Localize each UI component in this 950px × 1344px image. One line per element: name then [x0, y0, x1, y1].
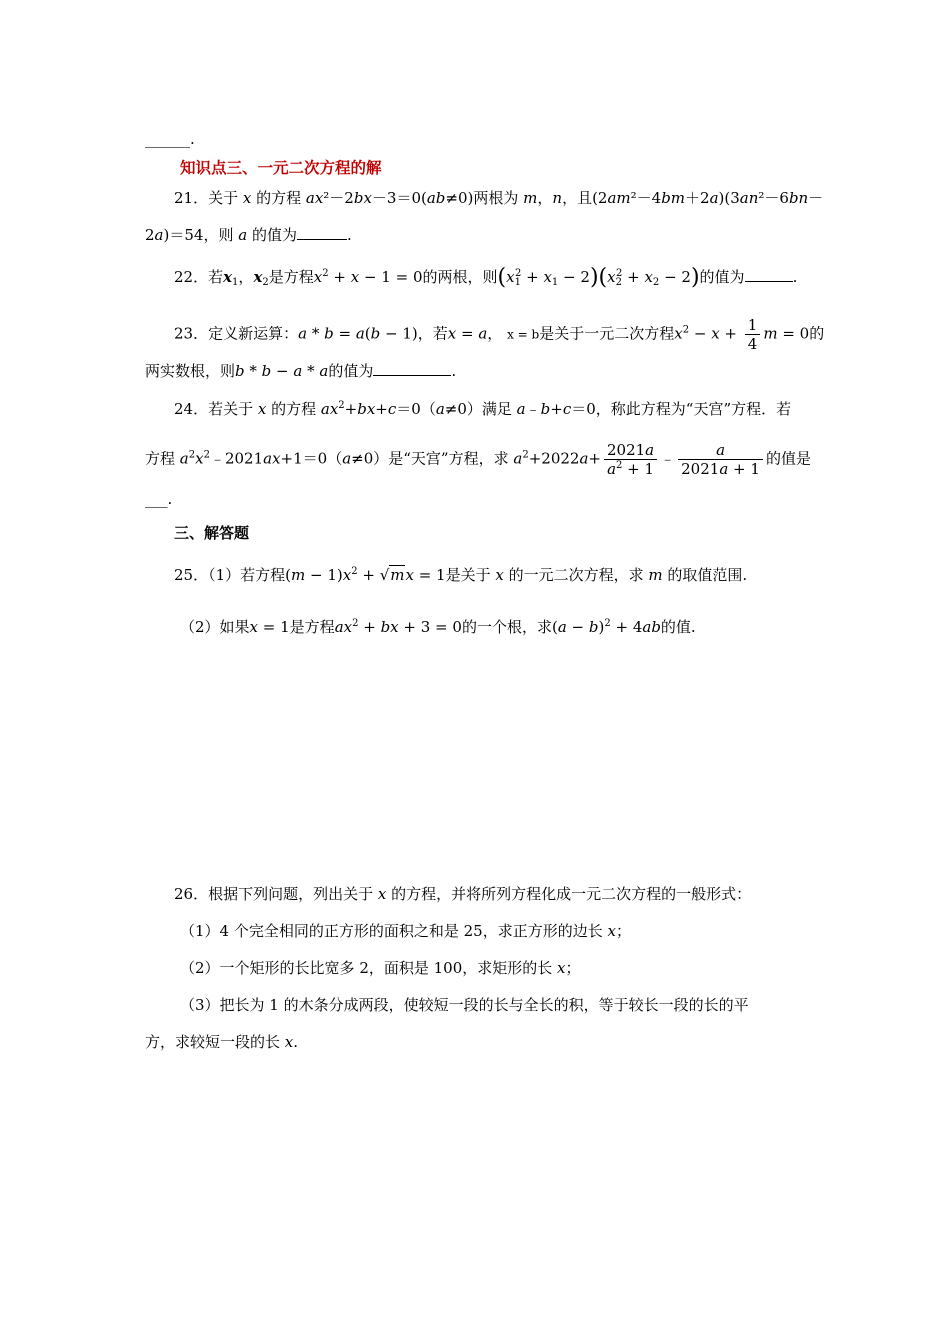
question-24-line-3: ___.: [145, 490, 173, 508]
question-24-line-2: 方程 $a^2x^2﹣2021ax+1=0(a\ne 0)$是“天宫”方程，求 $a^2+2022a+$ $\frac{2021a}{a^2 + 1}$ ﹣ $\frac{a}{2021a + 1}$ 的值是: [145, 441, 811, 478]
question-26-part-3-line-1: （3）把长为 1 的木条分成两段，使较短一段的长与全长的积，等于较长一段的长的平: [180, 996, 749, 1014]
top-blank: ______.: [145, 130, 195, 148]
question-23-line-2: 两实数根，则b * b − a * a的值为 .: [145, 362, 457, 380]
question-23-line-1: 23．定义新运算：a * b = a(b − 1)，若x = a， x = b是关于一元二次方程$x^2 - x$ + $\frac{1}{4}$ m = 0的: [174, 316, 825, 353]
question-21-line-1: 21．关于 x 的方程 ax²－2bx－3＝0(ab≠0)两根为 m，n，且(2am²－4bm＋2a)(3an²－6bn－: [174, 189, 824, 207]
section-title: 知识点三、一元二次方程的解: [180, 159, 382, 177]
fraction-2021a-over-a2-plus-1: $\frac{2021a}{a^2 + 1}$: [604, 441, 657, 478]
question-22: 22．若$x_1$，$x_2$是方程$x^2 + x - 1 = 0$的两根，则$(x_1^2 + x_1 - 2)(x_2^2 + x_2 - 2)$的值为 .: [174, 265, 798, 290]
fraction-a-over-2021a-plus-1: $\frac{a}{2021a + 1}$: [678, 441, 763, 478]
question-26-part-1: （1）4 个完全相同的正方形的面积之和是 25，求正方形的边长 x；: [180, 922, 631, 940]
section-3-heading: 三、解答题: [174, 524, 250, 542]
answer-blank-23[interactable]: [373, 361, 451, 376]
question-21-line-2: 2a)＝54，则 a 的值为 .: [145, 226, 352, 244]
question-26-part-3-line-2: 方，求较短一段的长 x.: [145, 1033, 299, 1051]
question-26-part-2: （2）一个矩形的长比宽多 2，面积是 100，求矩形的长 x；: [180, 959, 581, 977]
answer-blank-22[interactable]: [745, 267, 793, 282]
question-25-line-1: 25．（1）若方程$(m - 1)x^2 + √mx = 1$是关于 x 的一元二次方程，求 m 的取值范围.: [174, 566, 748, 584]
question-24-line-1: 24．若关于 x 的方程 $ax^2+bx+c=0(a\ne 0)$满足 a﹣b+c＝0，称此方程为“天宫”方程．若: [174, 400, 792, 418]
question-26-line-1: 26．根据下列问题，列出关于 x 的方程，并将所列方程化成一元二次方程的一般形式：: [174, 885, 752, 903]
answer-blank-21[interactable]: [297, 225, 347, 240]
question-25-line-2: （2）如果x = 1是方程$ax^2$ + bx + 3 = 0的一个根，求$(a - b)^2 + 4ab$的值.: [180, 618, 696, 636]
fraction-one-quarter: $\frac{1}{4}$: [745, 316, 761, 353]
